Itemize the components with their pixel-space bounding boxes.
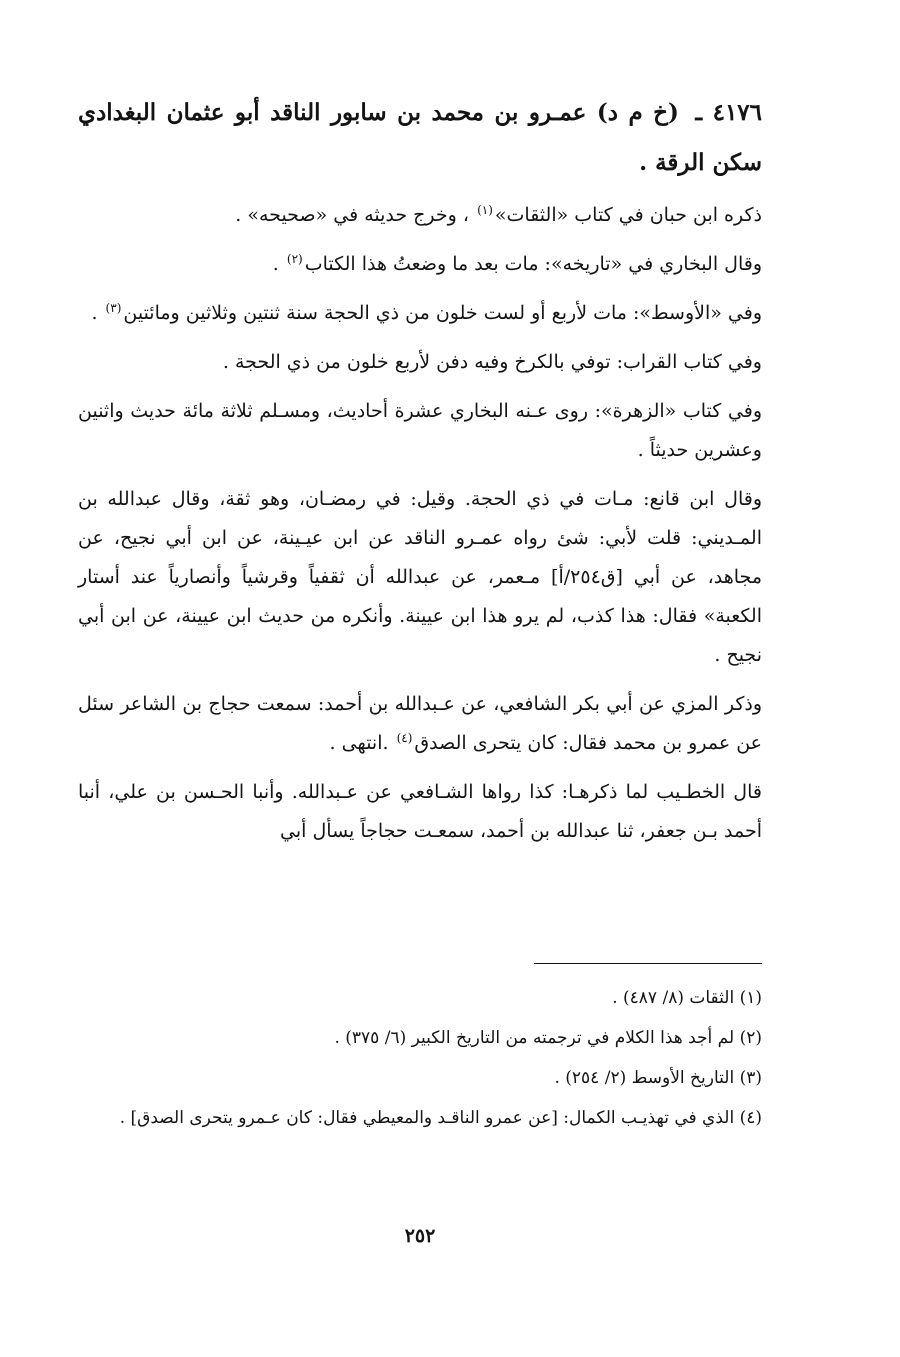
paragraph-text: وفي «الأوسط»: مات لأربع أو لست خلون من ذي الحجة سنة ثنتين وثلاثين ومائتين: [123, 302, 762, 324]
footnote: (٤) الذي في تهذيـب الكمال: [عن عمرو الناقـد والمعيطي فقال: كان عـمرو يتحرى الصدق] .: [119, 1108, 762, 1128]
paragraph-text: وذكر المزي عن أبي بكر الشافعي، عن عـبدالله بن أحمد: سمعت حجاج بن الشاعر سئل عن عمرو بن محمد فقال: كان يتحرى الصدق: [78, 693, 762, 754]
paragraph: [78, 685, 762, 763]
body-text: [78, 196, 762, 861]
paragraph: [78, 245, 762, 284]
footnote: (٣) التاريخ الأوسط (٢/ ٢٥٤) .: [554, 1068, 762, 1088]
paragraph-text: قال الخطـيب لما ذكرهـا: كذا رواها الشـافعي عن عـبدالله. وأنبا الحـسن بن علي، أنبا أحمد بـن جعفر، ثنا عبدالله بن أحمد، سمعـت حجاجاً يسأل أبي: [78, 781, 762, 842]
page-number: ٢٥٢: [404, 1225, 436, 1247]
entry-codes: (خ م د): [596, 99, 679, 126]
paragraph-text: وفي كتاب القراب: توفي بالكرخ وفيه دفن لأربع خلون من ذي الحجة .: [222, 351, 762, 373]
paragraph-text: وقال البخاري في «تاريخه»: مات بعد ما وضعتُ هذا الكتاب: [304, 253, 762, 275]
paragraph: [78, 343, 762, 382]
entry-heading: [78, 88, 762, 188]
footnotes: [78, 980, 762, 1140]
footnote-reference: (٤): [396, 730, 413, 745]
paragraph-text: .انتهى .: [329, 732, 395, 754]
paragraph-text: .: [91, 302, 104, 324]
paragraph-text: وفي كتاب «الزهرة»: روى عـنه البخاري عشرة أحاديث، ومسـلم ثلاثة مائة حديث واثنين وعشرين حديثاً .: [78, 400, 762, 461]
paragraph: [78, 294, 762, 333]
entry-number: ٤١٧٦ ـ: [695, 99, 763, 126]
paragraph-text: ، وخرج حديثه في «صحيحه» .: [235, 204, 476, 226]
footnote: (١) الثقات (٨/ ٤٨٧) .: [612, 988, 762, 1008]
paragraph: [78, 773, 762, 851]
paragraph-text: ذكره ابن حبان في كتاب «الثقات»: [494, 204, 762, 226]
footnote-divider: [534, 963, 762, 964]
footnote-reference: (١): [477, 202, 493, 217]
footnote-reference: (٣): [105, 300, 122, 315]
footnote: (٢) لم أجد هذا الكلام في ترجمته من التاريخ الكبير (٦/ ٣٧٥) .: [334, 1028, 762, 1048]
paragraph: [78, 196, 762, 235]
paragraph-text: .: [272, 253, 285, 275]
document-page: [78, 0, 762, 1357]
paragraph-text: وقال ابن قانع: مـات في ذي الحجة. وقيل: في رمضـان، وهو ثقة، وقال عبدالله بن المـديني: قلت لأبي: شئ رواه عمـرو الناقد عن ابن عيـينة، عن ابن أبي نجيح، عن مجاهد، عن أبي [ق٢٥٤/أ] مـعمر، عن عبدالله أن ثقفياً وقرشياً وأنصارياً عند أستار الكعبة» فقال: هذا كذب، لم يرو هذا ابن عيينة. وأنكره من حديث ابن عيينة، عن ابن أبي نجيح .: [78, 488, 762, 666]
paragraph: [78, 480, 762, 675]
paragraph: [78, 392, 762, 470]
footnote-reference: (٢): [286, 251, 303, 266]
entry-title: عمـرو بن محمد بن سابور الناقد أبو عثمان البغدادي سكن الرقة .: [78, 99, 762, 176]
